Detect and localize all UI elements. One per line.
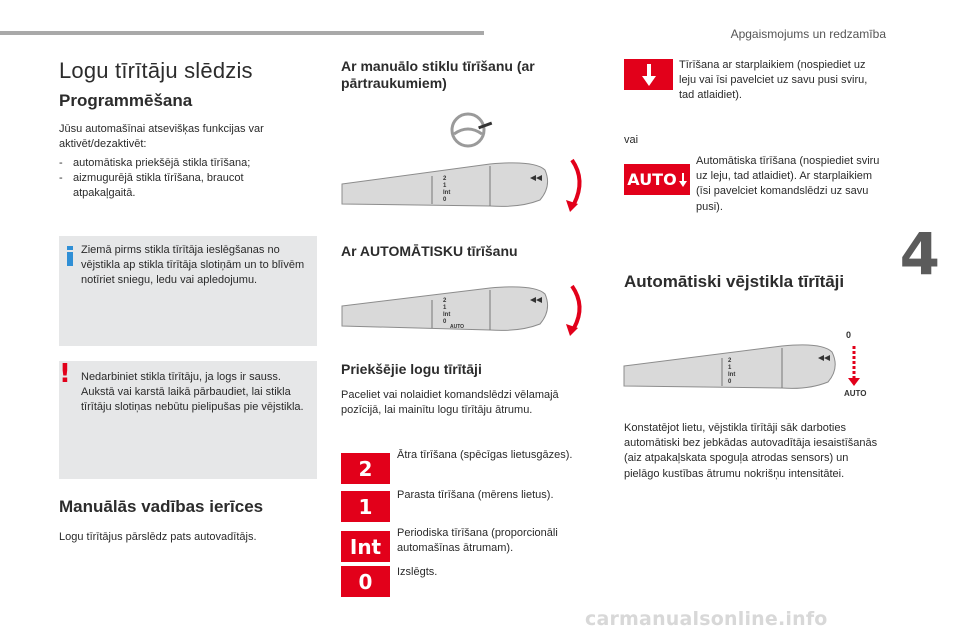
lever-mark: 1 xyxy=(443,183,447,189)
section-title: Apgaismojums un redzamība xyxy=(730,27,886,41)
lever-label-bottom: AUTO xyxy=(844,389,867,398)
intermittent-heading: Ar manuālo stiklu tīrīšanu (ar pārtraukumiem) xyxy=(341,58,535,91)
lever-mark: Int xyxy=(443,312,451,318)
automatic-wipers-heading: Automātiski vējstikla tīrītāji xyxy=(624,272,845,291)
auto-wipe-text: Automātiska tīrīšana (nospiediet sviru uz leju, tad atlaidiet). Ar starplaikiem (īsi pavelciet komandslēdzi uz savu pusi). xyxy=(696,155,880,213)
lever-mark: 0 xyxy=(728,379,732,385)
programming-heading: Programmēšana xyxy=(59,91,193,110)
lever-mark: 2 xyxy=(443,176,447,182)
warning-box xyxy=(59,361,317,479)
arrow-down-icon xyxy=(642,64,656,86)
lever-mark: Int xyxy=(443,190,451,196)
speed-badge-int: Int xyxy=(341,531,390,562)
arrow-down-icon xyxy=(679,173,687,187)
speed-text-int: Periodiska tīrīšana (proporcionāli automašīnas ātrumam). xyxy=(397,527,558,555)
page-title: Logu tīrītāju slēdzis xyxy=(59,58,253,83)
auto-badge-label: AUTO xyxy=(627,170,677,189)
info-icon xyxy=(67,246,73,266)
chapter-number: 4 xyxy=(899,220,940,288)
list-item: - aizmugurējā stikla tīrīšana, braucot atpakaļgaitā. xyxy=(59,171,309,201)
single-wipe-badge xyxy=(624,59,673,90)
lever-mark: 1 xyxy=(443,305,447,311)
lever-mark: 2 xyxy=(728,358,732,364)
warning-icon: ! xyxy=(59,359,71,389)
header-rule xyxy=(0,31,484,35)
speed-text-2: Ātra tīrīšana (spēcīgas lietusgāzes). xyxy=(397,449,573,461)
warning-text: Nedarbiniet stikla tīrītāju, ja logs ir sauss. Aukstā vai karstā laikā pārbaudiet, lai stikla tīrītāju slotiņas nebūtu pielipušas pie vējstikla. xyxy=(81,371,304,414)
list-item: - automātiska priekšējā stikla tīrīšana; xyxy=(59,156,309,171)
or-label: vai xyxy=(624,134,639,146)
speed-badge-1: 1 xyxy=(341,491,390,522)
lever-mark: 2 xyxy=(443,298,447,304)
auto-heading: Ar AUTOMĀTISKU tīrīšanu xyxy=(341,243,518,259)
speed-badge-0: 0 xyxy=(341,566,390,597)
front-wipers-heading: Priekšējie logu tīrītāji xyxy=(341,361,482,377)
lever-mark: Int xyxy=(728,372,736,378)
manual-text: Logu tīrītājus pārslēdz pats autovadītājs. xyxy=(59,531,257,543)
lever-mark: 1 xyxy=(728,365,732,371)
manual-heading: Manuālās vadības ierīces xyxy=(59,497,264,516)
info-box xyxy=(59,236,317,346)
front-wipers-text: Paceliet vai nolaidiet komandslēdzi vēlamajā pozīcijā, lai mainītu logu tīrītāju ātrumu. xyxy=(341,389,559,417)
programming-intro: Jūsu automašīnai atsevišķas funkcijas var aktivēt/dezaktivēt: xyxy=(59,123,264,151)
wiper-lever-illustration-automatic xyxy=(622,324,882,404)
single-wipe-text: Tīrīšana ar starplaikiem (nospiediet uz leju vai īsi pavelciet uz savu pusi sviru, tad atlaidiet). xyxy=(679,59,868,102)
speed-badge-2: 2 xyxy=(341,453,390,484)
lever-mark: 0 xyxy=(443,319,447,325)
speed-text-1: Parasta tīrīšana (mērens lietus). xyxy=(397,489,554,501)
speed-text-0: Izslēgts. xyxy=(397,566,438,578)
wiper-lever-illustration-auto xyxy=(340,278,590,348)
lever-mark: AUTO xyxy=(450,324,465,330)
lever-label-top: 0 xyxy=(846,330,852,340)
programming-list xyxy=(59,156,309,202)
footer-watermark: carmanualsonline.info xyxy=(585,608,828,630)
lever-mark: 0 xyxy=(443,197,447,203)
auto-badge xyxy=(624,164,690,195)
info-text: Ziemā pirms stikla tīrītāja ieslēgšanas no vējstikla ap stikla tīrītāja slotiņām un to blīvēm notīriet sniegu, ledu vai apledojumu. xyxy=(81,244,305,287)
wiper-lever-illustration-manual xyxy=(340,108,590,228)
automatic-wipers-text: Konstatējot lietu, vējstikla tīrītāji sāk darboties automātiski bez jebkādas autovadītāja iesaistīšanās (aiz atpakaļskata spoguļa atrodas sensors) un pielāgo kustības ātrumu nokrišņu intensitātei. xyxy=(624,422,878,480)
